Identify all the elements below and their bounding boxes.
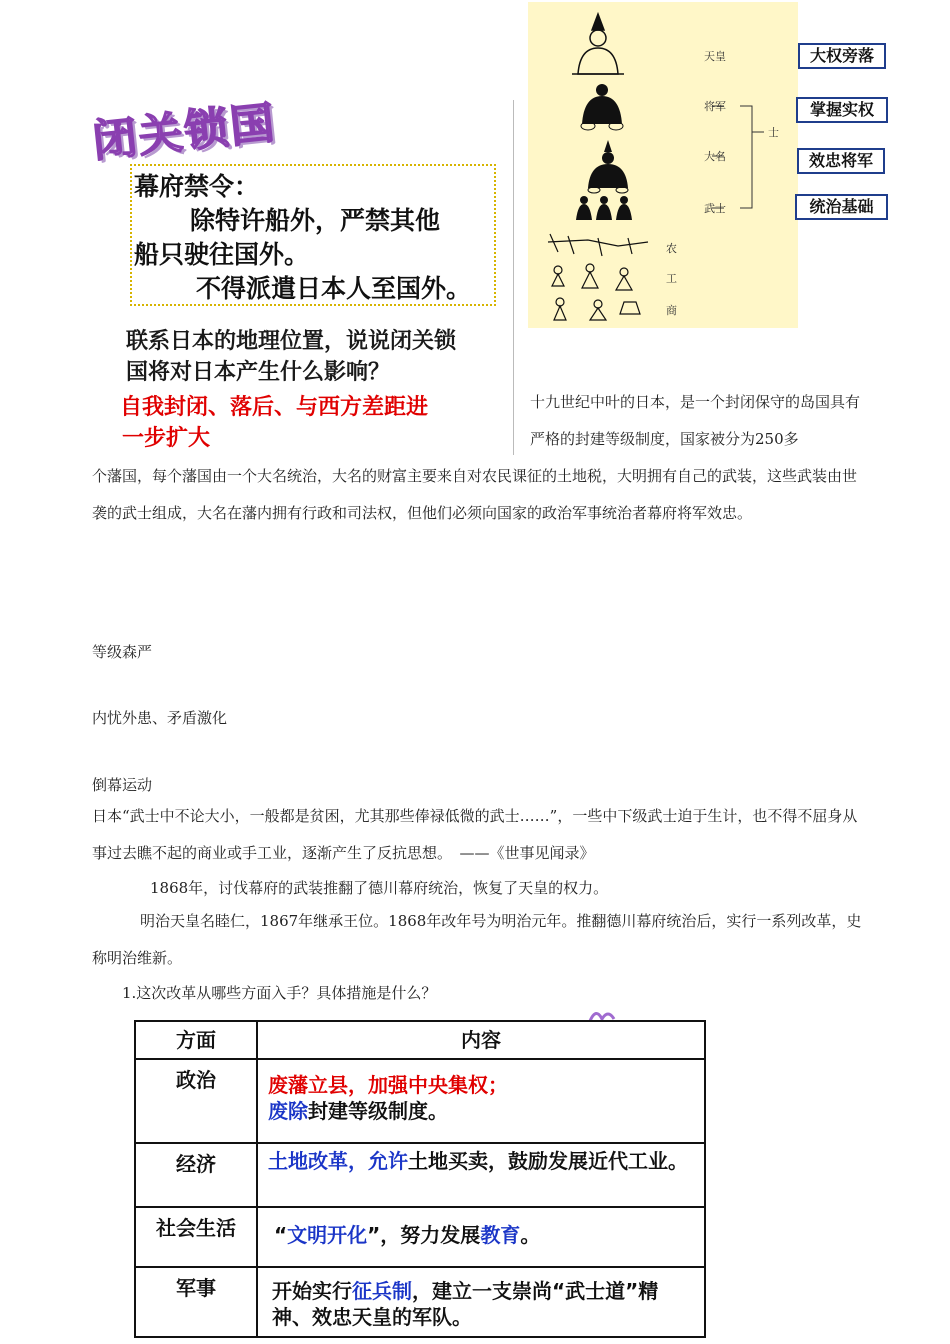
commoner-label-merchant: 商: [666, 304, 677, 317]
label-movement: 倒幕运动: [92, 776, 153, 794]
samurai-figures: [576, 196, 632, 220]
tag-daimyo: 效忠将军: [797, 148, 885, 174]
content-segment: ”，努力发展: [367, 1223, 481, 1247]
rank-label-shogun: 将军: [704, 100, 726, 113]
content-segment: 。: [520, 1223, 541, 1247]
content-cell: [257, 1207, 705, 1267]
answer-line: 自我封闭、落后、与西方差距进: [120, 395, 429, 420]
quote-paragraph: 日本“武士中不论大小，一般都是贫困，尤其那些俸禄低微的武士……”，一些中下级武士迫于生计，也不得不屈身从事过去瞧不起的商业或手工业，逐渐产生了反抗思想。 ——《世事见闻录》: [92, 807, 858, 862]
fact-1868: 1868年，讨伐幕府的武装推翻了德川幕府统治，恢复了天皇的权力。: [150, 879, 609, 897]
reform-table: [134, 1020, 706, 1338]
content-cell: [257, 1059, 705, 1143]
decree-box: [130, 164, 496, 306]
aspect-cell: 经济: [135, 1143, 257, 1207]
shogun-figure: [581, 84, 623, 130]
tag-emperor: 大权旁落: [798, 43, 886, 69]
commoner-figures: [548, 234, 648, 320]
divider-line: [513, 100, 514, 455]
rank-label-daimyo: 大名: [704, 150, 726, 163]
commoner-label-farmer: 农: [666, 242, 677, 255]
tag-samurai: 统治基础: [795, 194, 888, 220]
aspect-cell: 政治: [135, 1059, 257, 1143]
table-row: [135, 1059, 705, 1143]
content-segment: 土地买卖，鼓励发展近代工业。: [408, 1149, 688, 1173]
table-row: [135, 1207, 705, 1267]
decree-line: 船只驶往国外。: [134, 240, 310, 269]
question-line: 联系日本的地理位置，说说闭关锁: [126, 329, 457, 354]
decree-title: 幕府禁令：: [134, 172, 260, 201]
content-segment: 废藩立县，加强中央集权；: [268, 1073, 508, 1097]
shi-label: 士: [768, 126, 779, 139]
decree-line: 除特许船外，严禁其他: [190, 206, 441, 235]
intro-paragraph-part2: 个藩国，每个藩国由一个大名统治，大名的财富主要来自对农民课征的土地税，大明拥有自己的武装，这些武装由世袭的武士组成，大名在藩内拥有行政和司法权，但他们必须向国家的政治军事统治者幕府将军效忠。: [92, 467, 858, 522]
content-segment: 文明开化: [287, 1223, 368, 1247]
aspect-cell: 社会生活: [135, 1207, 257, 1267]
hierarchy-diagram: [528, 2, 798, 328]
answer-line: 一步扩大: [122, 426, 211, 451]
content-cell: [257, 1143, 705, 1207]
wordart-title: 闭关锁国: [90, 97, 279, 168]
daimyo-figure: [588, 140, 628, 193]
content-segment: 教育: [480, 1223, 521, 1247]
table-header-aspect: 方面: [135, 1021, 257, 1059]
emperor-figure: [572, 14, 624, 74]
label-hierarchy: 等级森严: [92, 643, 153, 661]
content-segment: ，建立一支崇尚“武士道”精神、效忠天皇的军队。: [272, 1279, 659, 1329]
table-header-row: [135, 1021, 705, 1059]
content-segment: 废除: [268, 1099, 308, 1123]
tag-shogun: 掌握实权: [796, 97, 888, 123]
question-text: [126, 326, 526, 388]
hierarchy-illustration: [528, 2, 798, 328]
question-line: 国将对日本产生什么影响？: [126, 360, 391, 385]
rank-label-samurai: 武士: [704, 202, 726, 215]
table-row: [135, 1143, 705, 1207]
meiji-paragraph: 明治天皇名睦仁，1867年继承王位。1868年改年号为明治元年。推翻德川幕府统治后，实行一系列改革，史称明治维新。: [92, 912, 862, 967]
rank-label-emperor: 天皇: [704, 50, 726, 63]
content-segment: 封建等级制度。: [308, 1099, 448, 1123]
content-segment: 征兵制: [352, 1279, 412, 1303]
intro-paragraph-part1: 十九世纪中叶的日本，是一个封闭保守的岛国具有严格的封建等级制度，国家被分为250多: [530, 393, 861, 448]
content-segment: 开始实行: [272, 1279, 352, 1303]
table-row: [135, 1267, 705, 1337]
content-segment: 土地改革，允许: [268, 1149, 408, 1173]
decree-line: 不得派遣日本人至国外。: [196, 274, 472, 303]
reform-question: 1.这次改革从哪些方面入手？具体措施是什么？: [122, 984, 437, 1002]
aspect-cell: 军事: [135, 1267, 257, 1337]
table-header-content: 内容: [257, 1021, 705, 1059]
answer-text: [120, 392, 520, 454]
content-cell: [257, 1267, 705, 1337]
commoner-label-artisan: 工: [666, 272, 677, 285]
content-segment: “: [274, 1223, 288, 1247]
label-crisis: 内忧外患、矛盾激化: [92, 709, 228, 727]
